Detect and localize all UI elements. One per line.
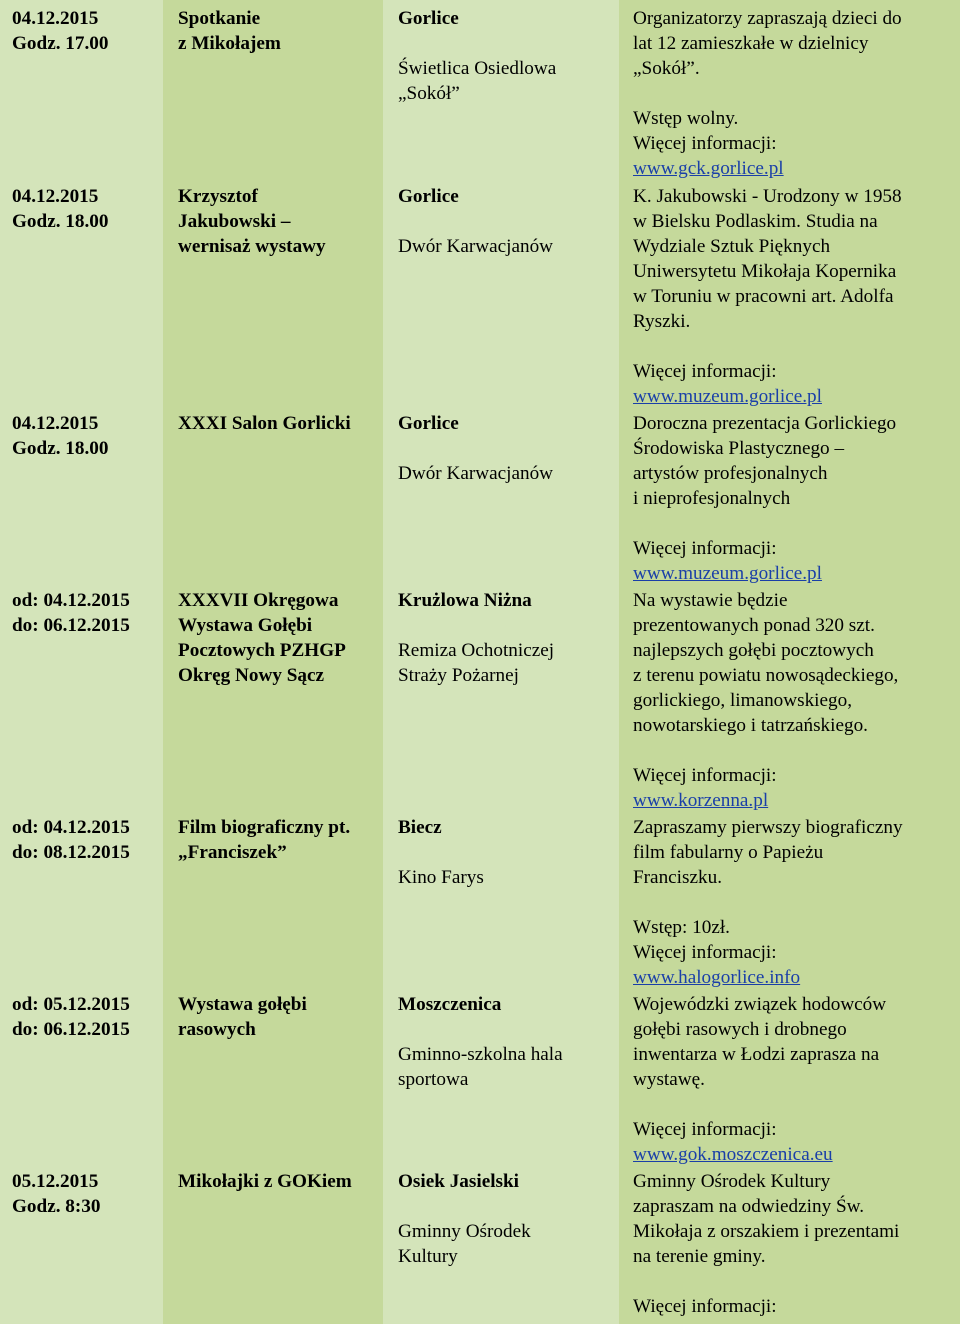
event-venue [398,234,618,259]
date-line: 04.12.2015 [12,186,99,207]
description-line: film fabularny o Papieżu [633,842,824,863]
event-city: Moszczenica [398,994,502,1015]
title-line: Pocztowych PZHGP [178,640,346,661]
event-city: Biecz [398,817,442,838]
title-line: Krzysztof [178,186,258,207]
more-info-link[interactable]: www.muzeum.gorlice.pl [633,386,822,407]
extra-info: Wstęp: 10zł. [633,917,730,938]
event-date [12,815,162,865]
venue-line: Gminny Ośrodek [398,1221,531,1242]
description-line: w Bielsku Podlaskim. Studia na [633,211,878,232]
description-line: z terenu powiatu nowosądeckiego, [633,665,899,686]
venue-line: Kino Farys [398,867,484,888]
description-line: Zapraszamy pierwszy biograficzny [633,817,903,838]
title-line: rasowych [178,1019,256,1040]
title-line: wernisaż wystawy [178,236,326,257]
spacer [633,1092,955,1117]
event-description [633,411,955,586]
event-date [12,184,162,234]
description-line: Środowiska Plastycznego – [633,438,845,459]
event-description [633,588,955,813]
event-venue [398,865,618,890]
description-line: Na wystawie będzie [633,590,788,611]
title-line: XXXI Salon Gorlicki [178,413,351,434]
description-line: Gminny Ośrodek Kultury [633,1171,831,1192]
venue-line: Straży Pożarnej [398,665,519,686]
event-date [12,6,162,56]
title-line: Film biograficzny pt. [178,817,351,838]
event-date [12,992,162,1042]
title-line: Wystawa Gołębi [178,615,313,636]
spacer [633,81,955,106]
description-line: Organizatorzy zapraszają dzieci do [633,8,902,29]
more-info-label: Więcej informacji: [633,538,777,559]
spacer [633,334,955,359]
event-venue [398,638,618,688]
more-info-label: Więcej informacji: [633,765,777,786]
event-title [178,815,382,865]
event-city: Gorlice [398,413,459,434]
title-line: Mikołajki z GOKiem [178,1171,352,1192]
more-info-link[interactable]: www.gck.gorlice.pl [633,158,784,179]
event-title [178,184,382,259]
description-line: w Toruniu w pracowni art. Adolfa [633,286,894,307]
description-line: Ryszki. [633,311,691,332]
description-line: najlepszych gołębi pocztowych [633,640,874,661]
more-info-label: Więcej informacji: [633,361,777,382]
event-description [633,184,955,409]
event-title [178,6,382,56]
spacer [633,511,955,536]
date-line: 04.12.2015 [12,8,99,29]
event-venue [398,461,618,486]
venue-line: „Sokół” [398,83,460,104]
title-line: Spotkanie [178,8,261,29]
event-city: Krużlowa Niżna [398,590,532,611]
description-line: prezentowanych ponad 320 szt. [633,615,875,636]
title-line: Wystawa gołębi [178,994,307,1015]
date-line: Godz. 17.00 [12,33,109,54]
description-line: wystawę. [633,1069,705,1090]
date-line: od: 04.12.2015 [12,817,130,838]
description-line: K. Jakubowski - Urodzony w 1958 [633,186,902,207]
event-title [178,588,382,688]
venue-line: Gminno-szkolna hala [398,1044,563,1065]
event-place [398,411,618,486]
date-line: do: 06.12.2015 [12,615,130,636]
event-city: Gorlice [398,8,459,29]
event-city: Osiek Jasielski [398,1171,520,1192]
event-title [178,1169,382,1194]
description-line: inwentarza w Łodzi zaprasza na [633,1044,880,1065]
date-line: od: 05.12.2015 [12,994,130,1015]
date-line: 05.12.2015 [12,1171,99,1192]
venue-line: Dwór Karwacjanów [398,463,554,484]
event-description [633,815,955,990]
more-info-link[interactable]: www.gok.moszczenica.eu [633,1144,833,1165]
event-date [12,1169,162,1219]
description-line: Franciszku. [633,867,722,888]
description-line: Wojewódzki związek hodowców [633,994,887,1015]
description-line: na terenie gminy. [633,1246,766,1267]
more-info-label: Więcej informacji: [633,1119,777,1140]
venue-line: Kultury [398,1246,458,1267]
date-line: Godz. 18.00 [12,438,109,459]
event-date [12,588,162,638]
title-line: Jakubowski – [178,211,291,232]
title-line: z Mikołajem [178,33,281,54]
more-info-link[interactable]: www.korzenna.pl [633,790,769,811]
date-line: do: 06.12.2015 [12,1019,130,1040]
extra-info: Wstęp wolny. [633,108,739,129]
more-info-link[interactable]: www.muzeum.gorlice.pl [633,563,822,584]
event-place [398,6,618,106]
title-line: XXXVII Okręgowa [178,590,339,611]
date-line: 04.12.2015 [12,413,99,434]
venue-line: sportowa [398,1069,469,1090]
more-info-link[interactable]: www.halogorlice.info [633,967,801,988]
event-description [633,992,955,1167]
description-line: Mikołaja z orszakiem i prezentami [633,1221,900,1242]
description-line: gorlickiego, limanowskiego, [633,690,853,711]
description-line: Uniwersytetu Mikołaja Kopernika [633,261,897,282]
event-title [178,411,382,436]
event-place [398,588,618,688]
event-description [633,6,955,181]
event-venue [398,1219,618,1269]
title-line: „Franciszek” [178,842,287,863]
description-line: „Sokół”. [633,58,700,79]
event-place [398,184,618,259]
spacer [633,890,955,915]
description-line: i nieprofesjonalnych [633,488,791,509]
event-date [12,411,162,461]
description-line: artystów profesjonalnych [633,463,828,484]
description-line: Doroczna prezentacja Gorlickiego [633,413,897,434]
date-line: Godz. 8:30 [12,1196,101,1217]
description-line: nowotarskiego i tatrzańskiego. [633,715,868,736]
title-line: Okręg Nowy Sącz [178,665,325,686]
event-description [633,1169,955,1319]
venue-line: Dwór Karwacjanów [398,236,554,257]
description-line: gołębi rasowych i drobnego [633,1019,847,1040]
event-city: Gorlice [398,186,459,207]
description-line: lat 12 zamieszkałe w dzielnicy [633,33,869,54]
event-place [398,1169,618,1269]
description-line: zapraszam na odwiedziny Św. [633,1196,865,1217]
event-title [178,992,382,1042]
description-line: Wydziale Sztuk Pięknych [633,236,831,257]
more-info-label: Więcej informacji: [633,133,777,154]
more-info-label: Więcej informacji: [633,942,777,963]
date-line: Godz. 18.00 [12,211,109,232]
event-venue [398,1042,618,1092]
venue-line: Świetlica Osiedlowa [398,58,557,79]
venue-line: Remiza Ochotniczej [398,640,555,661]
event-place [398,815,618,890]
event-venue [398,56,618,106]
date-line: do: 08.12.2015 [12,842,130,863]
event-place [398,992,618,1092]
spacer [633,738,955,763]
date-line: od: 04.12.2015 [12,590,130,611]
spacer [633,1269,955,1294]
more-info-label: Więcej informacji: [633,1296,777,1317]
